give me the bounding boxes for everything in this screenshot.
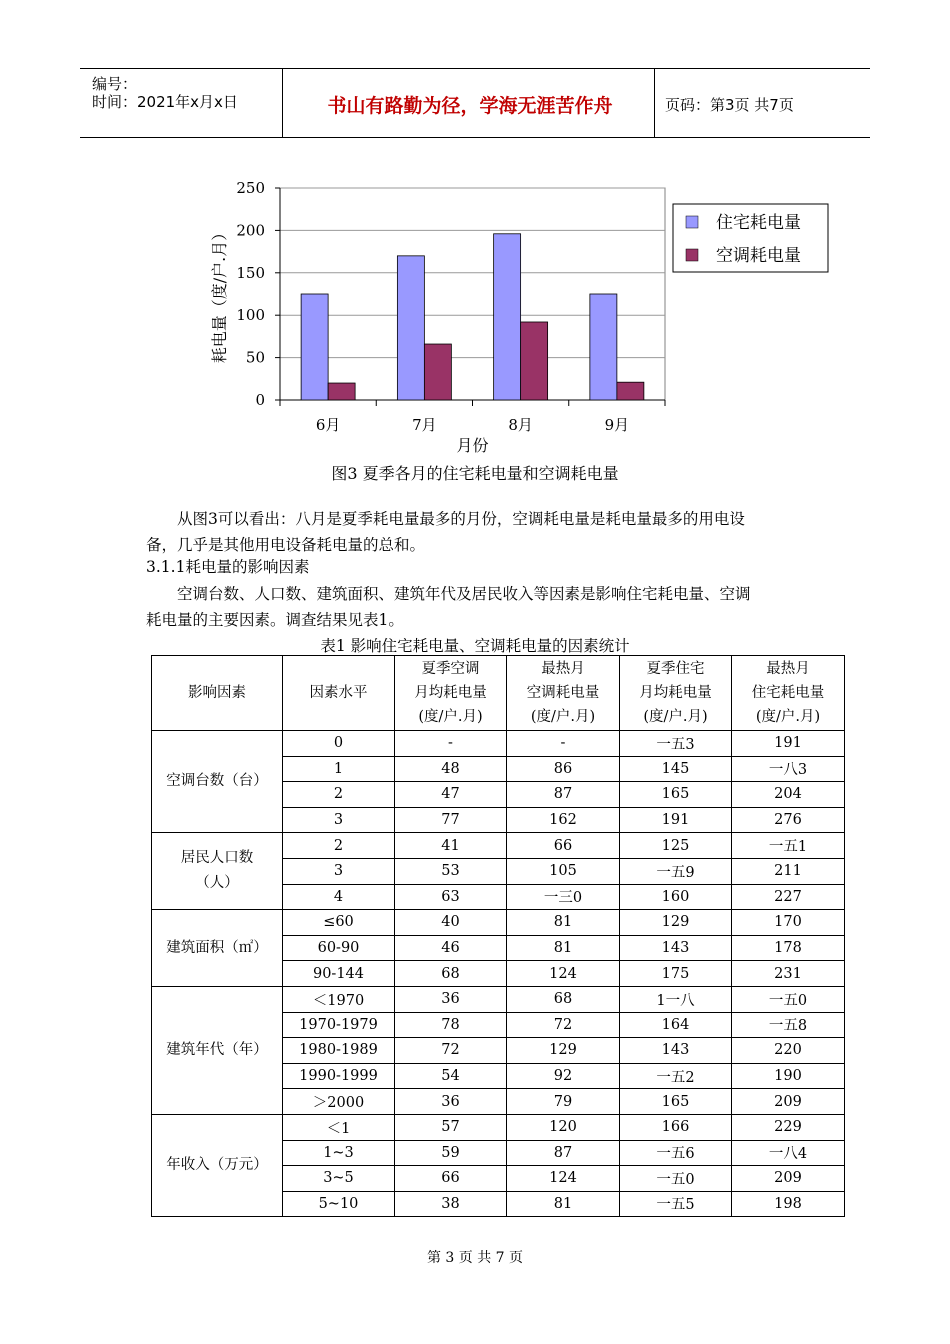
table-cell: 72: [395, 1038, 507, 1064]
table-cell: 一五9: [620, 858, 732, 884]
section-heading: 3.1.1耗电量的影响因素: [146, 558, 310, 576]
table-cell: 72: [507, 1012, 620, 1038]
table-cell: 0: [283, 731, 395, 757]
table-cell: 105: [507, 858, 620, 884]
x-tick-label: 6月: [315, 416, 341, 434]
table-cell: 178: [732, 935, 845, 961]
table-cell: 160: [620, 884, 732, 910]
column-header: [620, 656, 732, 731]
x-tick-label: 8月: [508, 416, 533, 434]
figure-caption: 图3 夏季各月的住宅耗电量和空调耗电量: [331, 464, 619, 483]
table-cell: 129: [507, 1038, 620, 1064]
column-header: [732, 656, 845, 731]
paragraph-2-line-1: 空调台数、人口数、建筑面积、建筑年代及居民收入等因素是影响住宅耗电量、空调: [177, 585, 751, 603]
table-cell: 191: [620, 807, 732, 833]
bar-residential: [301, 294, 328, 400]
table-row: [152, 910, 845, 936]
table-cell: 81: [507, 910, 620, 936]
legend-label: 空调耗电量: [716, 246, 801, 266]
legend-swatch: [686, 249, 698, 261]
code-label: 编号：: [92, 75, 138, 93]
table-cell: 175: [620, 961, 732, 987]
factor-cell: [152, 731, 283, 833]
table-cell: 1一八: [620, 986, 732, 1012]
table-cell: 1970-1979: [283, 1012, 395, 1038]
table-cell: -: [507, 731, 620, 757]
table-cell: 143: [620, 1038, 732, 1064]
y-tick-label: 50: [245, 348, 265, 367]
column-header-line: 因素水平: [309, 685, 368, 701]
table-cell: 81: [507, 935, 620, 961]
table-cell: 68: [395, 961, 507, 987]
table-cell: 198: [732, 1191, 845, 1217]
table-cell: ＞2000: [283, 1089, 395, 1115]
table-cell: 90-144: [283, 961, 395, 987]
factor-label: 年收入（万元）: [166, 1157, 268, 1174]
bar-ac: [521, 322, 548, 400]
table-cell: ＜1970: [283, 986, 395, 1012]
table-cell: -: [395, 731, 507, 757]
factor-cell: [152, 910, 283, 987]
table-cell: 一五5: [620, 1191, 732, 1217]
table-cell: 59: [395, 1140, 507, 1166]
table-cell: 124: [507, 961, 620, 987]
table-row: [152, 833, 845, 859]
column-header-line: 最热月: [541, 661, 585, 677]
header-motto: 书山有路勤为径，学海无涯苦作舟: [327, 95, 613, 117]
table-cell: 36: [395, 986, 507, 1012]
table-cell: 3: [283, 807, 395, 833]
table-cell: 129: [620, 910, 732, 936]
bar-ac: [328, 383, 355, 400]
table-header-row: [152, 656, 845, 731]
paragraph-1-line-2: 备，几乎是其他用电设备耗电量的总和。: [146, 536, 426, 554]
column-header-line: 住宅耗电量: [751, 685, 825, 701]
table-cell: 68: [507, 986, 620, 1012]
factor-label: 建筑年代（年）: [166, 1041, 268, 1058]
table-row: [152, 731, 845, 757]
page-header: [80, 68, 870, 138]
table-cell: 5~10: [283, 1191, 395, 1217]
y-axis-title: 耗电量（度/户.月）: [210, 224, 229, 364]
table-caption: 表1 影响住宅耗电量、空调耗电量的因素统计: [320, 637, 630, 655]
table-cell: 4: [283, 884, 395, 910]
table-cell: 190: [732, 1063, 845, 1089]
table-cell: 162: [507, 807, 620, 833]
y-tick-label: 250: [236, 179, 265, 197]
table-cell: 145: [620, 756, 732, 782]
column-header-line: 夏季空调: [421, 661, 480, 677]
table-cell: 81: [507, 1191, 620, 1217]
factor-label: （人）: [195, 875, 239, 892]
column-header-line: (度/户.月): [643, 709, 708, 725]
factor-label: 居民人口数: [180, 850, 254, 867]
header-left-cell: [80, 69, 283, 137]
y-tick-label: 150: [236, 263, 265, 282]
table-cell: 211: [732, 858, 845, 884]
table-cell: 165: [620, 782, 732, 808]
column-header: [152, 656, 283, 731]
bar-ac: [617, 382, 644, 400]
table-cell: 166: [620, 1114, 732, 1140]
table-cell: 48: [395, 756, 507, 782]
table-row: [152, 986, 845, 1012]
table-cell: 一五3: [620, 731, 732, 757]
table-cell: 77: [395, 807, 507, 833]
table-cell: 92: [507, 1063, 620, 1089]
table-cell: 79: [507, 1089, 620, 1115]
column-header-line: (度/户.月): [755, 709, 821, 725]
table-cell: 165: [620, 1089, 732, 1115]
paragraph-2-line-2: 耗电量的主要因素。调查结果见表1。: [146, 611, 404, 629]
table-cell: 一五0: [620, 1166, 732, 1192]
page-info: 页码：第3页 共7页: [665, 96, 794, 114]
factor-cell: [152, 833, 283, 910]
column-header-line: 月均耗电量: [639, 685, 712, 701]
table-cell: 204: [732, 782, 845, 808]
table-cell: 2: [283, 833, 395, 859]
table-cell: 1980-1989: [283, 1038, 395, 1064]
table-cell: 66: [395, 1166, 507, 1192]
table-cell: 53: [395, 858, 507, 884]
table-cell: 一三0: [507, 884, 620, 910]
table-cell: 57: [395, 1114, 507, 1140]
table-cell: 3: [283, 858, 395, 884]
bar-residential: [494, 234, 521, 400]
x-axis-title: 月份: [456, 436, 489, 455]
table-cell: 164: [620, 1012, 732, 1038]
table-cell: 87: [507, 782, 620, 808]
table-cell: 1: [283, 756, 395, 782]
column-header: [283, 656, 395, 731]
table-cell: 38: [395, 1191, 507, 1217]
table-cell: 276: [732, 807, 845, 833]
table-cell: 40: [395, 910, 507, 936]
table-cell: 220: [732, 1038, 845, 1064]
factor-cell: [152, 1114, 283, 1216]
table-cell: 209: [732, 1166, 845, 1192]
table-cell: 1990-1999: [283, 1063, 395, 1089]
table-cell: 一五0: [732, 986, 845, 1012]
table-cell: 47: [395, 782, 507, 808]
table-cell: 1~3: [283, 1140, 395, 1166]
table-cell: 3~5: [283, 1166, 395, 1192]
table-cell: 191: [732, 731, 845, 757]
table-cell: 一八3: [732, 756, 845, 782]
y-tick-label: 100: [236, 306, 265, 325]
factor-cell: [152, 986, 283, 1114]
column-header-line: (度/户.月): [418, 709, 483, 725]
table-cell: 229: [732, 1114, 845, 1140]
table-cell: 63: [395, 884, 507, 910]
table-cell: 36: [395, 1089, 507, 1115]
table-cell: 2: [283, 782, 395, 808]
table-cell: 231: [732, 961, 845, 987]
paragraph-2: [146, 581, 810, 633]
bar-ac: [424, 344, 451, 400]
paragraph-1-line-1: 从图3可以看出：八月是夏季耗电量最多的月份，空调耗电量是耗电量最多的用电设: [177, 510, 745, 528]
table-cell: 一五1: [732, 833, 845, 859]
table-cell: 227: [732, 884, 845, 910]
factor-table: [151, 655, 845, 1217]
x-tick-label: 9月: [604, 416, 630, 434]
table-cell: ＜1: [283, 1114, 395, 1140]
date-label: 时间：2021年x月x日: [92, 93, 238, 111]
table-cell: ≤60: [283, 910, 395, 936]
legend-swatch: [686, 216, 698, 228]
table-cell: 41: [395, 833, 507, 859]
column-header-line: 夏季住宅: [646, 661, 705, 677]
column-header-line: 空调耗电量: [526, 685, 600, 701]
bar-chart: [0, 170, 950, 460]
bar-residential: [590, 294, 617, 400]
table-row: [152, 1114, 845, 1140]
y-tick-label: 0: [255, 391, 265, 409]
table-cell: 125: [620, 833, 732, 859]
factor-label: 建筑面积（㎡）: [166, 939, 268, 956]
y-tick-label: 200: [236, 221, 265, 240]
table-cell: 一五8: [732, 1012, 845, 1038]
table-cell: 170: [732, 910, 845, 936]
legend-label: 住宅耗电量: [716, 213, 801, 233]
paragraph-1: [146, 506, 810, 558]
table-cell: 143: [620, 935, 732, 961]
table-cell: 66: [507, 833, 620, 859]
column-header: [507, 656, 620, 731]
table-cell: 54: [395, 1063, 507, 1089]
table-cell: 78: [395, 1012, 507, 1038]
table-cell: 120: [507, 1114, 620, 1140]
column-header-line: (度/户.月): [530, 709, 596, 725]
table-cell: 一八4: [732, 1140, 845, 1166]
column-header: [395, 656, 507, 731]
table-cell: 209: [732, 1089, 845, 1115]
table-cell: 87: [507, 1140, 620, 1166]
factor-label: 空调台数（台）: [166, 773, 268, 790]
column-header-line: 影响因素: [188, 685, 246, 701]
table-cell: 86: [507, 756, 620, 782]
table-cell: 60-90: [283, 935, 395, 961]
bar-residential: [397, 256, 424, 400]
table-cell: 124: [507, 1166, 620, 1192]
x-tick-label: 7月: [412, 416, 437, 434]
page-footer: 第 3 页 共 7 页: [426, 1250, 524, 1266]
table-cell: 一五2: [620, 1063, 732, 1089]
table-cell: 46: [395, 935, 507, 961]
column-header-line: 最热月: [766, 661, 810, 677]
column-header-line: 月均耗电量: [414, 685, 487, 701]
table-cell: 一五6: [620, 1140, 732, 1166]
